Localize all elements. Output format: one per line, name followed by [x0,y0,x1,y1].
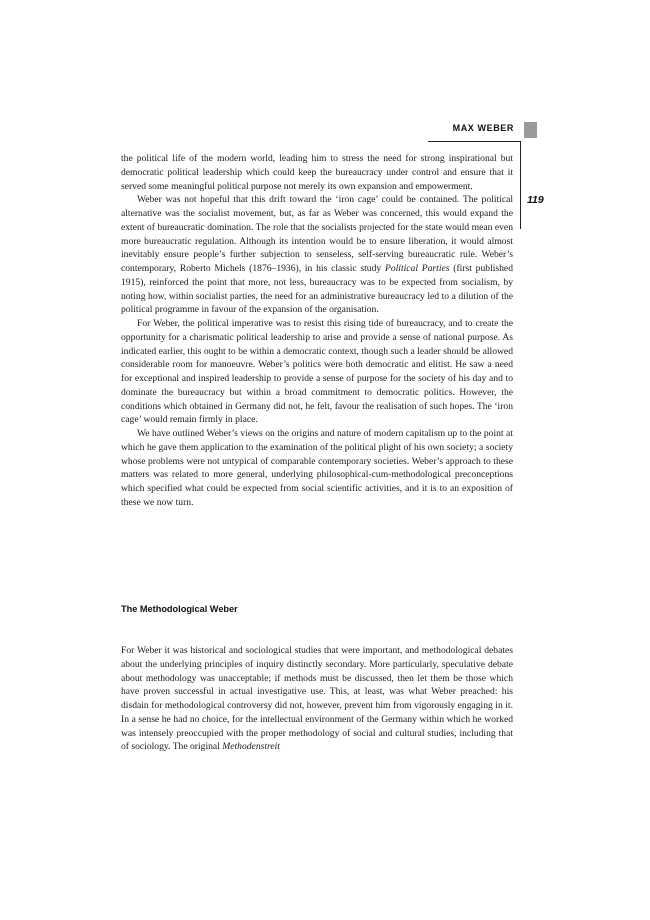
term-methodenstreit: Methodenstreit [222,741,280,753]
paragraph-2 [121,193,513,317]
running-head: MAX WEBER [452,123,514,133]
paragraph-3: For Weber, the political imperative was to resist this rising tide of bureaucracy, and to create the opportunity for a charismatic political leadership to arise and provide a sense of national purpose. As indicated earlier, this ought to be within a democratic context, though such a leader should be allowed considerable room for manoeuvre. Weber’s politics were both democratic and elitist. He saw a need for exceptional and inspired leadership to provide a sense of purpose for the society of his day and to dominate the bureaucracy but within a broad commitment to democratic politics. However, the conditions which obtained in Germany did not, he felt, favour the realisation of such hopes. The ‘iron cage’ would remain firmly in place. [121,318,513,426]
section-paragraph [121,644,513,754]
paragraph-2-text-b: (first published 1915), reinforced the point that more, not less, bureaucracy was to be expected from socialism, by noting how, within socialist parties, the need for an administrative bureaucracy led to a dilution of the political programme in favour of the expansion of the organisation. [121,263,513,316]
book-title-political-parties: Political Parties [384,263,450,274]
paragraph-4: We have outlined Weber’s views on the origins and nature of modern capitalism up to the point at which he gave them application to the examination of the political plight of his own society; a society whose problems were not untypical of comparable contemporary societies. Weber’s approach to these matters was related to more general, underlying philosophical-cum-methodological preconceptions which specified what could be expected from social scientific activities, and it is to an exposition of these we now turn. [121,428,513,508]
section-heading: The Methodological Weber [121,604,238,614]
section-paragraph-text: For Weber it was historical and sociological studies that were important, and methodological debates about the underlying principles of inquiry distinctly secondary. More particularly, speculative debate about methodology was unacceptable; if methods must be discussed, then let them be those which have proven successful in actual investigative use. This, at least, was what Weber preached: his disdain for methodological controversy did not, however, prevent him from vigorously engaging in it. In a sense he had no choice, for the intellectual environment of the Germany within which he worked was intensely preoccupied with the proper methodology of social and cultural studies, including that of sociology. The original [121,645,513,753]
body-text-top [121,152,513,510]
page-edge-tab [524,122,537,138]
margin-rule [520,141,521,229]
paragraph-2-text-a: Weber was not hopeful that this drift toward the ‘iron cage’ could be contained. The political alternative was the socialist movement, but, as far as Weber was concerned, this would expand the extent of bureaucratic domination. The role that the socialists projected for the state would mean even more bureaucratic regulation. Although its intention would be to ensure liberation, it would almost inevitably ensure people’s further subjection to senseless, self-serving bureaucratic rule. Weber’s contemporary, Roberto Michels (1876–1936), in his classic study [121,194,513,274]
header-rule [428,141,521,142]
page-number: 119 [527,194,544,206]
body-text-bottom [121,644,513,754]
paragraph-1: the political life of the modern world, leading him to stress the need for strong inspirational but democratic political leadership which could keep the bureaucracy under control and ensure that it served some meaningful political purpose not merely its own expansion and empowerment. [121,153,513,192]
